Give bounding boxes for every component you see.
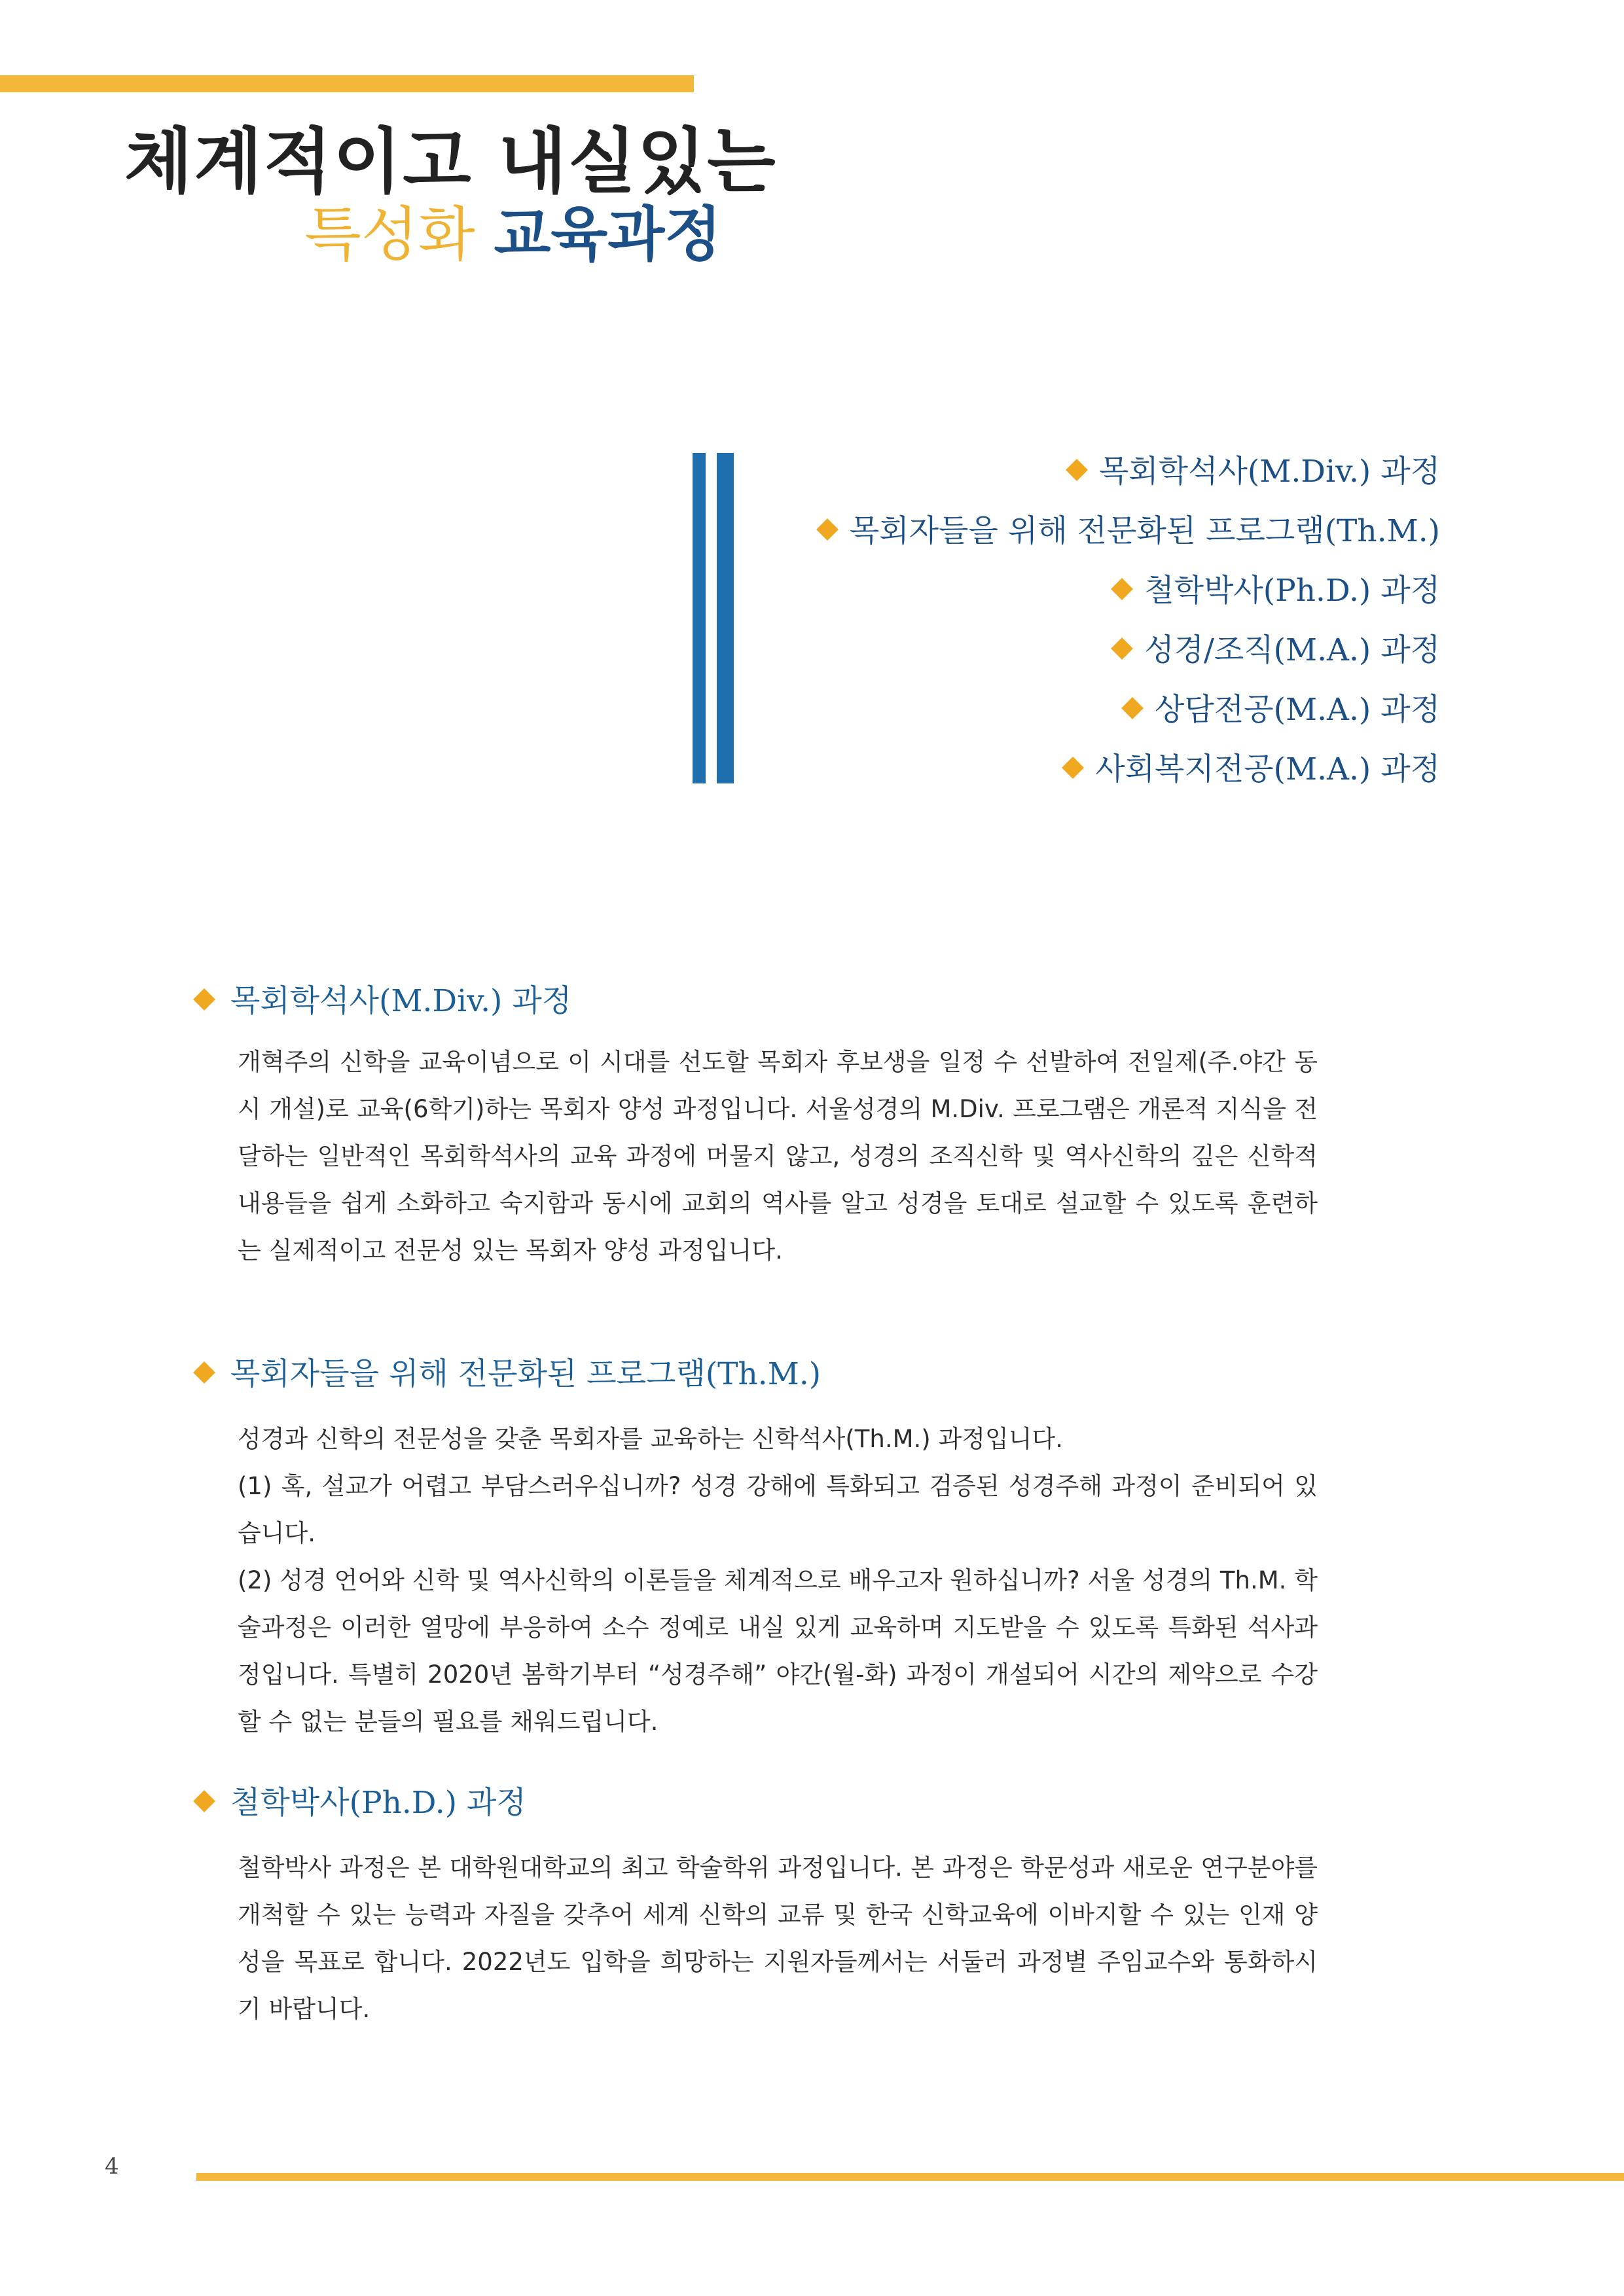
paragraph: (2) 성경 언어와 신학 및 역사신학의 이론들을 체계적으로 배우고자 원하십니까? 서울 성경의 Th.M. 학술과정은 이러한 열망에 부응하여 소수 정예로 내실 있게 교육하며 지도받을 수 있도록 특화된 석사과정입니다. 특별히 2020년 봄학기부터 “성경주해” 야간(월-화) 과정이 개설되어 시간의 제약으로 수강할 수 없는 분들의 필요를 채워드립니다.: [238, 1566, 1318, 1736]
section-body: [238, 1039, 1318, 1274]
diamond-bullet-icon: [1121, 697, 1144, 719]
page-title-line1: 체계적이고 내실있는: [124, 121, 777, 203]
toc-item: 성경/조직(M.A.) 과정: [820, 620, 1440, 680]
diamond-bullet-icon: [193, 988, 215, 1011]
diamond-bullet-icon: [1062, 757, 1084, 779]
paragraph: 개혁주의 신학을 교육이념으로 이 시대를 선도할 목회자 후보생을 일정 수 선발하여 전일제(주.야간 동시 개설)로 교육(6학기)하는 목회자 양성 과정입니다. 서울성경의 M.Div. 프로그램은 개론적 지식을 전달하는 일반적인 목회학석사의 교육 과정에 머물지 않고, 성경의 조직신학 및 역사신학의 깊은 신학적 내용들을 쉽게 소화하고 숙지함과 동시에 교회의 역사를 알고 성경을 토대로 설교할 수 있도록 훈련하는 실제적이고 전문성 있는 목회자 양성 과정입니다.: [238, 1048, 1318, 1265]
diamond-bullet-icon: [1111, 637, 1133, 660]
page-title-accent: 특성화: [304, 200, 475, 269]
section-body: [238, 1416, 1318, 1746]
diamond-bullet-icon: [1066, 459, 1088, 481]
section-heading: 목회자들을 위해 전문화된 프로그램(Th.M.): [196, 1352, 1322, 1397]
diamond-bullet-icon: [193, 1790, 215, 1812]
top-accent-bar: [0, 75, 694, 92]
diamond-bullet-icon: [1111, 578, 1133, 600]
vertical-bar-thick: [717, 453, 734, 783]
paragraph: 성경과 신학의 전문성을 갖춘 목회자를 교육하는 신학석사(Th.M.) 과정입니다.: [238, 1425, 1063, 1453]
section-body: [238, 1844, 1318, 2033]
toc-item: 목회자들을 위해 전문화된 프로그램(Th.M.): [820, 501, 1440, 561]
diamond-bullet-icon: [193, 1361, 215, 1384]
section-phd: [196, 1780, 1322, 2033]
page-title-main: 교육과정: [494, 200, 722, 269]
section-heading: 목회학석사(M.Div.) 과정: [196, 978, 1322, 1024]
diamond-bullet-icon: [816, 518, 839, 541]
page-title-line2: [304, 187, 721, 272]
toc-item: 목회학석사(M.Div.) 과정: [820, 442, 1440, 501]
bottom-accent-bar: [196, 2173, 1624, 2181]
toc-item: 상담전공(M.A.) 과정: [820, 680, 1440, 740]
toc-item: 철학박사(Ph.D.) 과정: [820, 561, 1440, 620]
toc-item: 사회복지전공(M.A.) 과정: [820, 740, 1440, 799]
section-heading: 철학박사(Ph.D.) 과정: [196, 1780, 1322, 1826]
vertical-bar-thin: [693, 453, 706, 783]
section-mdiv: [196, 978, 1322, 1274]
paragraph: 철학박사 과정은 본 대학원대학교의 최고 학술학위 과정입니다. 본 과정은 학문성과 새로운 연구분야를 개척할 수 있는 능력과 자질을 갖추어 세계 신학의 교류 및 한국 신학교육에 이바지할 수 있는 인재 양성을 목표로 합니다. 2022년도 입학을 희망하는 지원자들께서는 서둘러 과정별 주임교수와 통화하시기 바랍니다.: [238, 1854, 1318, 2023]
paragraph: (1) 혹, 설교가 어렵고 부담스러우십니까? 성경 강해에 특화되고 검증된 성경주해 과정이 준비되어 있습니다.: [238, 1472, 1318, 1547]
table-of-contents: [820, 442, 1440, 799]
section-thm: [196, 1352, 1322, 1746]
page-number: 4: [105, 2153, 119, 2179]
